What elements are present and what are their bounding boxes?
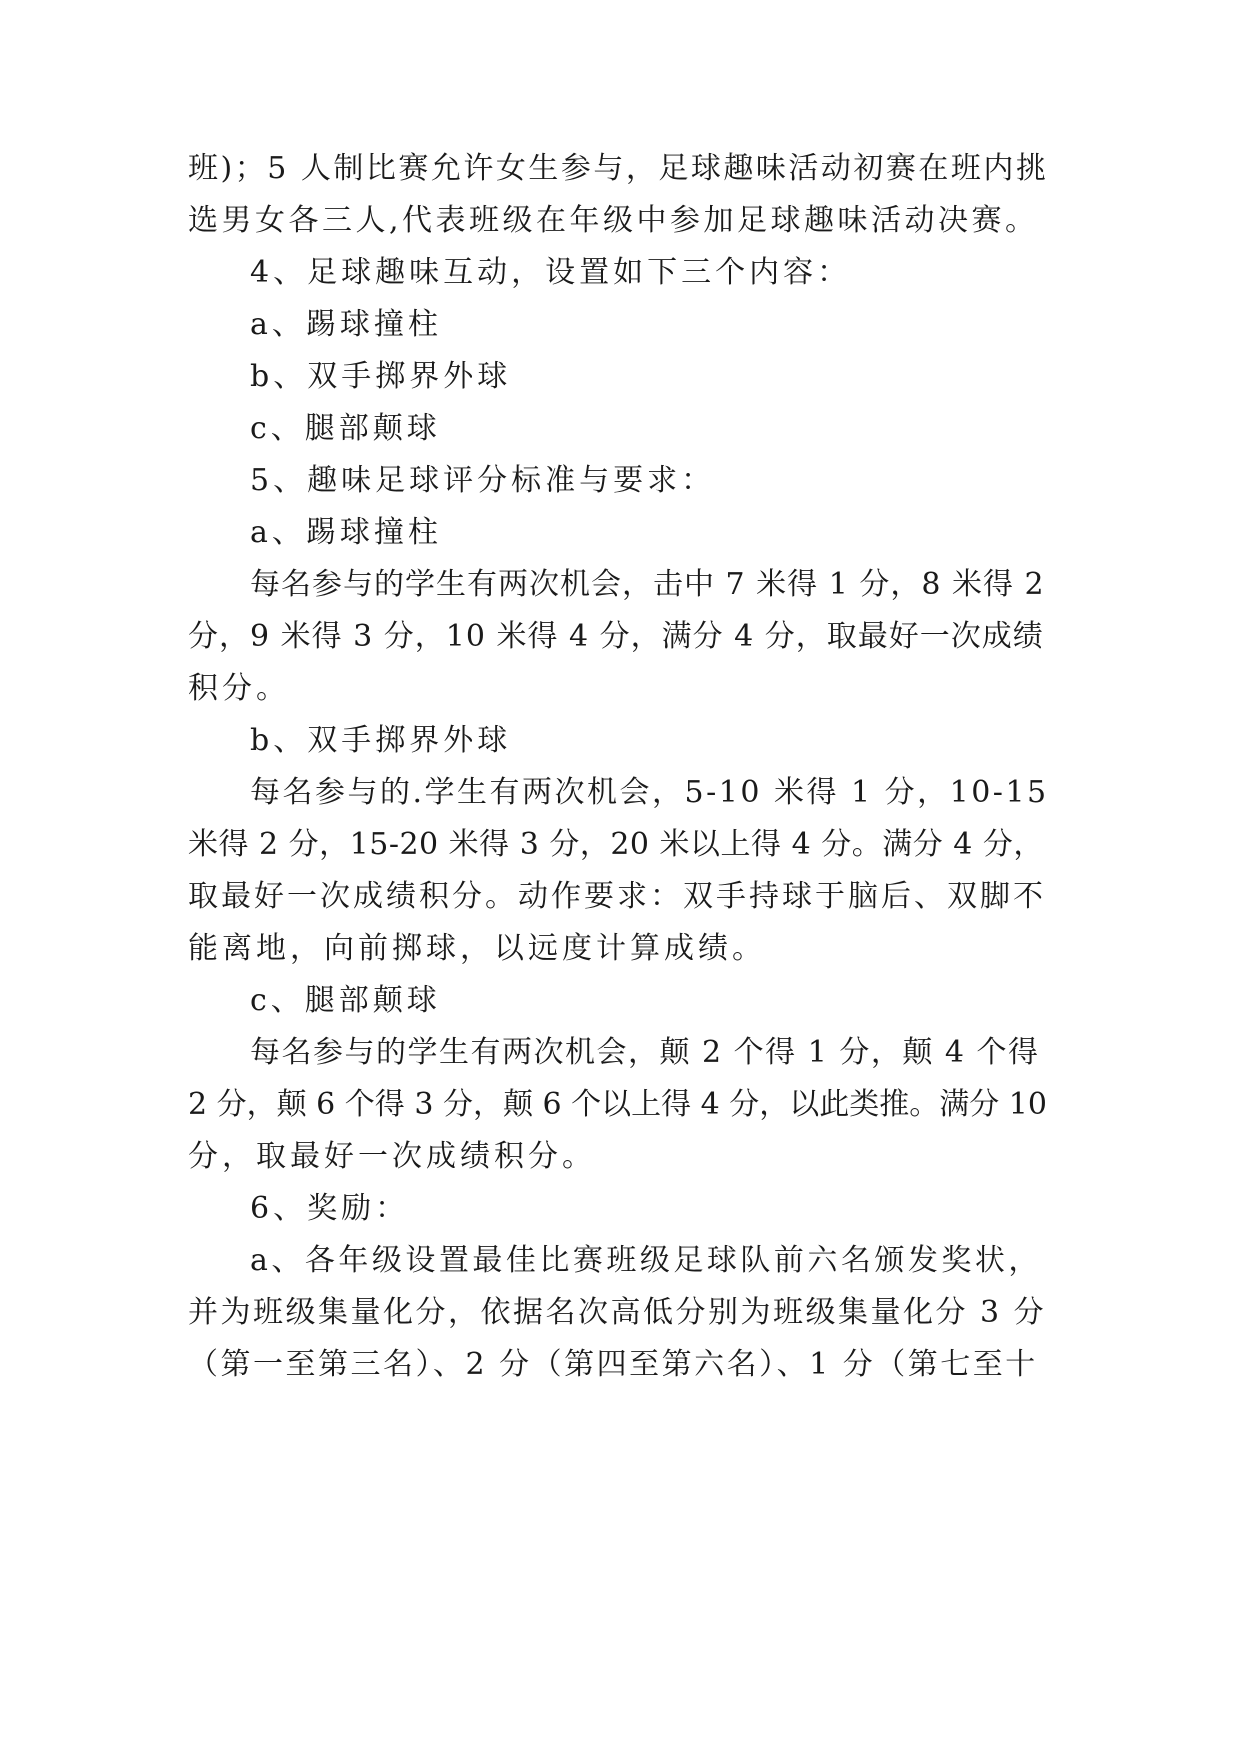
text-line: 积分。 bbox=[188, 671, 290, 706]
text-line: 选男女各三人,代表班级在年级中参加足球趣味活动决赛。 bbox=[188, 203, 1039, 238]
subsection-heading: a、踢球撞柱 bbox=[250, 515, 442, 550]
section-heading: 6、奖励： bbox=[250, 1191, 410, 1226]
text-line: 每名参与的学生有两次机会，击中 7 米得 1 分，8 米得 2 bbox=[250, 567, 1045, 602]
text-line: a、各年级设置最佳比赛班级足球队前六名颁发奖状， bbox=[250, 1243, 1042, 1278]
text-line: 每名参与的.学生有两次机会，5-10 米得 1 分，10-15 bbox=[250, 775, 1049, 810]
text-line: 并为班级集量化分，依据名次高低分别为班级集量化分 3 分 bbox=[188, 1295, 1047, 1330]
text-line: 能离地，向前掷球，以远度计算成绩。 bbox=[188, 931, 766, 966]
text-line: 每名参与的学生有两次机会，颠 2 个得 1 分，颠 4 个得 bbox=[250, 1035, 1040, 1070]
text-line: 2 分，颠 6 个得 3 分，颠 6 个以上得 4 分，以此类推。满分 10 bbox=[188, 1087, 1047, 1122]
text-line: 班)；5 人制比赛允许女生参与，足球趣味活动初赛在班内挑 bbox=[188, 151, 1049, 186]
text-line: （第一至第三名）、2 分（第四至第六名）、1 分（第七至十 bbox=[188, 1347, 1038, 1382]
text-line: 分，9 米得 3 分，10 米得 4 分，满分 4 分，取最好一次成绩 bbox=[188, 619, 1044, 654]
list-item: c、腿部颠球 bbox=[250, 411, 441, 446]
list-item: a、踢球撞柱 bbox=[250, 307, 442, 342]
section-heading: 4、足球趣味互动，设置如下三个内容： bbox=[250, 255, 852, 290]
subsection-heading: b、双手掷界外球 bbox=[250, 723, 512, 758]
text-line: 分，取最好一次成绩积分。 bbox=[188, 1139, 596, 1174]
text-line: 取最好一次成绩积分。动作要求：双手持球于脑后、双脚不 bbox=[188, 879, 1046, 914]
subsection-heading: c、腿部颠球 bbox=[250, 983, 441, 1018]
text-line: 米得 2 分，15-20 米得 3 分，20 米以上得 4 分。满分 4 分， bbox=[188, 827, 1044, 862]
list-item: b、双手掷界外球 bbox=[250, 359, 512, 394]
section-heading: 5、趣味足球评分标准与要求： bbox=[250, 463, 716, 498]
